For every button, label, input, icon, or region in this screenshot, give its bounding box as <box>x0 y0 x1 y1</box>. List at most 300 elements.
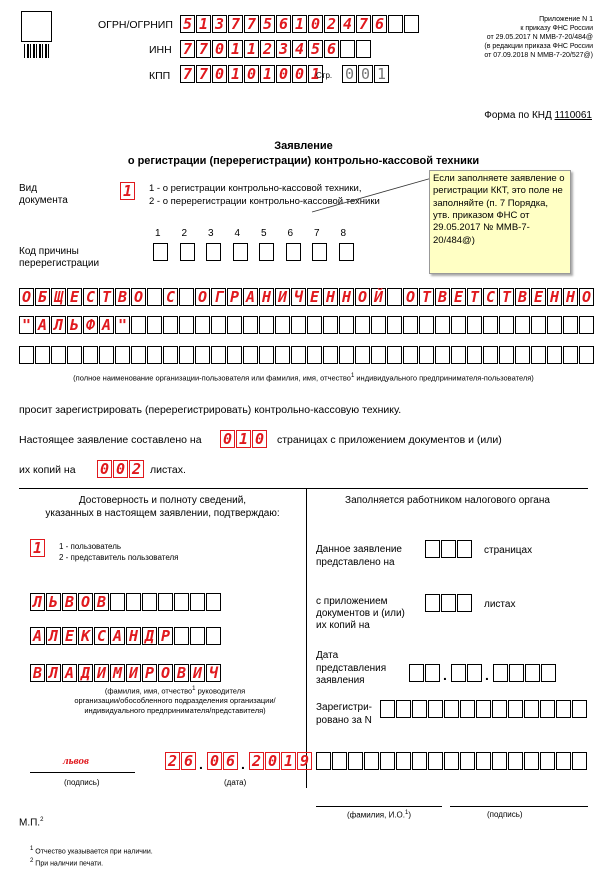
char-cell <box>275 346 290 364</box>
char-cell <box>403 346 418 364</box>
char-cell <box>227 346 242 364</box>
left-heading-1: Достоверность и полноту сведений, <box>78 495 247 506</box>
char-cell: Щ <box>51 288 66 306</box>
char-cell <box>110 593 125 611</box>
char-cell: 3 <box>212 15 227 33</box>
char-cell <box>508 700 523 718</box>
char-cell <box>259 346 274 364</box>
char-cell: Т <box>467 288 482 306</box>
reason-number: 1 <box>155 228 161 239</box>
reason-checkbox[interactable] <box>312 243 327 261</box>
reg-number-label: Зарегистри- ровано за N <box>316 702 373 726</box>
char-cell <box>211 316 226 334</box>
char-cell <box>531 316 546 334</box>
char-cell: И <box>94 664 109 682</box>
copies-count-field[interactable] <box>97 460 145 478</box>
char-cell: 5 <box>308 40 323 58</box>
char-cell: Е <box>307 288 322 306</box>
char-cell: В <box>515 288 530 306</box>
char-cell <box>147 316 162 334</box>
char-cell: В <box>435 288 450 306</box>
char-cell: В <box>174 664 189 682</box>
doc-type-option-2: 2 - о перерегистрации контрольно-кассовой техники <box>149 196 380 207</box>
reason-number: 4 <box>234 228 241 239</box>
char-cell: 2 <box>249 752 264 770</box>
char-cell <box>131 346 146 364</box>
char-cell: 6 <box>223 752 238 770</box>
char-cell <box>428 700 443 718</box>
char-cell: С <box>83 288 98 306</box>
char-cell: 0 <box>244 65 259 83</box>
char-cell: О <box>355 288 370 306</box>
reason-label: Код причины перерегистрации <box>19 246 100 269</box>
char-cell: 3 <box>276 40 291 58</box>
char-cell <box>259 316 274 334</box>
char-cell: 7 <box>356 15 371 33</box>
char-cell <box>441 540 456 558</box>
char-cell: 5 <box>260 15 275 33</box>
char-cell: 0 <box>358 65 373 83</box>
char-cell: 7 <box>180 65 195 83</box>
char-cell: 2 <box>324 15 339 33</box>
date-year-field[interactable] <box>249 752 313 770</box>
char-cell <box>332 752 347 770</box>
char-cell: О <box>19 288 34 306</box>
char-cell <box>19 346 34 364</box>
char-cell <box>364 752 379 770</box>
char-cell: Н <box>547 288 562 306</box>
tooltip-note: Если заполняете заявление о регистрации ККТ, это поле не заполняйте (п. 7 Порядка, утв. приказом ФНС от 29.05.2017 № ММВ-7-20/484@) <box>429 170 571 274</box>
char-cell: " <box>115 316 130 334</box>
signer-type-field[interactable] <box>30 539 46 557</box>
date-month-field[interactable] <box>207 752 239 770</box>
doc-type-option-1: 1 - о регистрации контрольно-кассовой техники, <box>149 183 362 194</box>
org-name-line-3[interactable] <box>19 346 595 364</box>
char-cell <box>425 540 440 558</box>
submit-date-label: Дата представления заявления <box>316 650 387 686</box>
char-cell: Н <box>323 288 338 306</box>
char-cell <box>348 752 363 770</box>
char-cell <box>547 316 562 334</box>
char-cell <box>147 288 162 306</box>
char-cell <box>179 288 194 306</box>
char-cell: А <box>99 316 114 334</box>
char-cell: 0 <box>342 65 357 83</box>
char-cell <box>339 316 354 334</box>
char-cell <box>380 752 395 770</box>
char-cell <box>508 752 523 770</box>
char-cell: 7 <box>244 15 259 33</box>
reason-number: 8 <box>340 228 347 239</box>
char-cell <box>291 316 306 334</box>
char-cell: Т <box>419 288 434 306</box>
char-cell: 0 <box>207 752 222 770</box>
char-cell: Т <box>99 288 114 306</box>
char-cell: 1 <box>196 15 211 33</box>
inspector-sign-label: (подпись) <box>487 810 523 819</box>
char-cell: Ь <box>46 593 61 611</box>
char-cell: 1 <box>120 182 135 200</box>
reason-checkbox[interactable] <box>206 243 221 261</box>
char-cell: С <box>483 288 498 306</box>
char-cell: С <box>94 627 109 645</box>
char-cell <box>387 316 402 334</box>
char-cell <box>460 752 475 770</box>
char-cell <box>467 346 482 364</box>
char-cell: Н <box>563 288 578 306</box>
char-cell <box>441 594 456 612</box>
char-cell <box>425 594 440 612</box>
signature-label: (подпись) <box>64 778 100 787</box>
appendix-note: Приложение N 1 к приказу ФНС России от 29.05.2017 N ММВ-7-20/484@ (в редакции приказа ФНС России от 07.09.2018 N ММВ-7-20/527@) <box>484 16 593 60</box>
char-cell: Г <box>211 288 226 306</box>
char-cell <box>355 346 370 364</box>
char-cell: 2 <box>165 752 180 770</box>
char-cell <box>572 752 587 770</box>
page-subtitle: о регистрации (перерегистрации) контрольно-кассовой техники <box>127 155 480 167</box>
request-text: просит зарегистрировать (перерегистрировать) контрольно-кассовую технику. <box>19 404 402 416</box>
char-cell <box>163 346 178 364</box>
char-cell: 7 <box>196 65 211 83</box>
char-cell <box>396 752 411 770</box>
char-cell: Л <box>46 627 61 645</box>
char-cell: Н <box>259 288 274 306</box>
char-cell: Б <box>35 288 50 306</box>
char-cell <box>142 593 157 611</box>
footnote-2: $^2$ При наличии печати. <box>30 858 104 868</box>
char-cell <box>396 700 411 718</box>
char-cell <box>483 346 498 364</box>
char-cell <box>499 316 514 334</box>
char-cell: Л <box>30 593 45 611</box>
char-cell: О <box>131 288 146 306</box>
char-cell: О <box>403 288 418 306</box>
char-cell <box>476 752 491 770</box>
char-cell <box>323 346 338 364</box>
char-cell: 1 <box>292 15 307 33</box>
char-cell <box>99 346 114 364</box>
char-cell: Ч <box>206 664 221 682</box>
char-cell: 1 <box>228 65 243 83</box>
char-cell <box>83 346 98 364</box>
char-cell <box>524 752 539 770</box>
right-heading: Заполняется работником налогового органа <box>345 495 550 506</box>
char-cell <box>339 346 354 364</box>
char-cell <box>457 540 472 558</box>
reason-number: 6 <box>287 228 294 239</box>
char-cell: 1 <box>244 40 259 58</box>
char-cell <box>540 752 555 770</box>
char-cell <box>323 316 338 334</box>
char-cell: В <box>30 664 45 682</box>
char-cell <box>460 700 475 718</box>
char-cell: 1 <box>260 65 275 83</box>
char-cell: " <box>19 316 34 334</box>
org-name-caption: (полное наименование организации-пользователя или фамилия, имя, отчество$^1$ индивидуального предпринимателя-пользователя) <box>73 373 534 383</box>
char-cell <box>409 664 424 682</box>
char-cell: А <box>110 627 125 645</box>
char-cell <box>371 316 386 334</box>
char-cell <box>307 316 322 334</box>
char-cell <box>425 664 440 682</box>
char-cell: 0 <box>97 460 112 478</box>
char-cell: О <box>158 664 173 682</box>
char-cell: 4 <box>292 40 307 58</box>
footnote-1: $^1$ Отчество указывается при наличии. <box>30 846 153 856</box>
char-cell: В <box>94 593 109 611</box>
char-cell: 1 <box>374 65 389 83</box>
char-cell <box>158 593 173 611</box>
char-cell <box>115 346 130 364</box>
char-cell <box>206 627 221 645</box>
char-cell <box>355 316 370 334</box>
char-cell <box>515 346 530 364</box>
copies-suffix: листах. <box>150 464 186 476</box>
char-cell: 1 <box>228 40 243 58</box>
char-cell: В <box>115 288 130 306</box>
char-cell <box>525 664 540 682</box>
reason-number: 3 <box>208 228 214 239</box>
char-cell <box>579 346 594 364</box>
submit-date-dot-2: . <box>485 667 489 683</box>
patronymic-field[interactable] <box>30 664 222 682</box>
char-cell <box>35 346 50 364</box>
char-cell <box>540 700 555 718</box>
char-cell <box>531 346 546 364</box>
pages-suffix: страницах с приложением документов и (или) <box>277 434 502 446</box>
char-cell: А <box>35 316 50 334</box>
char-cell: 6 <box>181 752 196 770</box>
char-cell <box>476 700 491 718</box>
reason-checkbox[interactable] <box>233 243 248 261</box>
char-cell: 0 <box>212 65 227 83</box>
char-cell <box>457 594 472 612</box>
inspector-sign-line <box>450 806 588 807</box>
char-cell <box>541 664 556 682</box>
char-cell: 7 <box>228 15 243 33</box>
char-cell <box>380 700 395 718</box>
char-cell <box>403 316 418 334</box>
char-cell: 0 <box>220 430 235 448</box>
char-cell <box>195 316 210 334</box>
char-cell: К <box>78 627 93 645</box>
char-cell: 0 <box>113 460 128 478</box>
char-cell <box>307 346 322 364</box>
ogrn-label: ОГРН/ОГРНИП <box>98 19 173 31</box>
submit-date-year[interactable] <box>493 664 557 682</box>
char-cell <box>51 346 66 364</box>
signer-option-1: 1 - пользователь <box>59 542 122 551</box>
char-cell <box>444 752 459 770</box>
char-cell <box>572 700 587 718</box>
char-cell: М <box>110 664 125 682</box>
char-cell: 0 <box>252 430 267 448</box>
char-cell: Е <box>67 288 82 306</box>
char-cell: 2 <box>129 460 144 478</box>
stamp-label: М.П.$^2$ <box>19 817 44 829</box>
char-cell: 1 <box>308 65 323 83</box>
date-day-field[interactable] <box>165 752 197 770</box>
char-cell <box>492 752 507 770</box>
page-title: Заявление <box>274 140 333 152</box>
submit-date-dot-1: . <box>443 667 447 683</box>
char-cell <box>435 346 450 364</box>
presented-label: Данное заявление представлено на <box>316 544 402 568</box>
char-cell <box>126 593 141 611</box>
org-name-line-1[interactable] <box>19 288 595 306</box>
char-cell <box>211 346 226 364</box>
first-name-field[interactable] <box>30 627 222 645</box>
reg-number-field-2[interactable] <box>316 752 588 770</box>
signature: львов <box>63 755 89 767</box>
char-cell <box>190 627 205 645</box>
char-cell: 5 <box>180 15 195 33</box>
char-cell: Ф <box>83 316 98 334</box>
char-cell: Н <box>126 627 141 645</box>
char-cell: 2 <box>260 40 275 58</box>
char-cell: 0 <box>265 752 280 770</box>
char-cell <box>131 316 146 334</box>
char-cell <box>451 316 466 334</box>
char-cell <box>556 752 571 770</box>
char-cell: А <box>62 664 77 682</box>
char-cell: И <box>275 288 290 306</box>
char-cell: С <box>163 288 178 306</box>
char-cell: 1 <box>30 539 45 557</box>
pages-count-field[interactable] <box>220 430 268 448</box>
char-cell <box>174 593 189 611</box>
char-cell: 6 <box>324 40 339 58</box>
date-dot-1: . <box>199 756 203 772</box>
inspector-name-label: (фамилия, И.О.$^1$) <box>347 810 412 820</box>
char-cell <box>195 346 210 364</box>
inn-label: ИНН <box>149 44 172 56</box>
reason-number: 2 <box>181 228 188 239</box>
date-dot-2: . <box>241 756 245 772</box>
char-cell: 7 <box>196 40 211 58</box>
char-cell <box>174 627 189 645</box>
char-cell: Л <box>51 316 66 334</box>
date-label: (дата) <box>224 778 247 787</box>
char-cell <box>524 700 539 718</box>
attach-label: с приложением документов и (или) их копий на <box>316 596 405 631</box>
form-knd: Форма по КНД 1110061 <box>484 110 592 121</box>
char-cell: 7 <box>180 40 195 58</box>
char-cell <box>444 700 459 718</box>
char-cell: Д <box>78 664 93 682</box>
char-cell <box>467 664 482 682</box>
char-cell <box>387 288 402 306</box>
char-cell <box>419 346 434 364</box>
char-cell: Е <box>451 288 466 306</box>
reason-checkbox[interactable] <box>153 243 168 261</box>
char-cell <box>275 316 290 334</box>
char-cell <box>515 316 530 334</box>
char-cell: Р <box>227 288 242 306</box>
char-cell <box>412 700 427 718</box>
page-label: Стр. <box>316 71 333 80</box>
submit-date-day[interactable] <box>409 664 441 682</box>
section-divider-vertical <box>306 488 307 788</box>
left-heading-2: указанных в настоящем заявлении, подтверждаю: <box>45 508 280 519</box>
attach-suffix: листах <box>484 599 516 610</box>
char-cell <box>509 664 524 682</box>
char-cell: Е <box>531 288 546 306</box>
char-cell <box>493 664 508 682</box>
char-cell <box>190 593 205 611</box>
char-cell: Д <box>142 627 157 645</box>
surname-field[interactable] <box>30 593 222 611</box>
char-cell: 6 <box>372 15 387 33</box>
reason-checkbox[interactable] <box>339 243 354 261</box>
reason-checkbox[interactable] <box>180 243 195 261</box>
pages-prefix: Настоящее заявление составлено на <box>19 434 202 446</box>
char-cell: О <box>78 593 93 611</box>
char-cell: О <box>579 288 594 306</box>
char-cell: Р <box>158 627 173 645</box>
char-cell <box>67 346 82 364</box>
char-cell: 4 <box>340 15 355 33</box>
char-cell: 0 <box>276 65 291 83</box>
char-cell: 0 <box>212 40 227 58</box>
char-cell <box>179 316 194 334</box>
fio-caption: (фамилия, имя, отчество$^1$ руководителя организации/обособленного подразделения организации/ индивидуального предпринимателя/представителя) <box>74 686 276 715</box>
char-cell <box>371 346 386 364</box>
char-cell <box>451 346 466 364</box>
kpp-label: КПП <box>149 70 171 82</box>
char-cell: 6 <box>276 15 291 33</box>
reason-number: 5 <box>261 228 267 239</box>
char-cell: 1 <box>236 430 251 448</box>
char-cell: Ь <box>67 316 82 334</box>
reg-number-field-1[interactable] <box>380 700 588 718</box>
presented-suffix: страницах <box>484 545 533 556</box>
section-divider-top <box>19 488 588 489</box>
char-cell <box>563 346 578 364</box>
char-cell: Р <box>142 664 157 682</box>
char-cell: И <box>190 664 205 682</box>
char-cell <box>412 752 427 770</box>
char-cell <box>467 316 482 334</box>
copies-prefix: их копий на <box>19 464 76 476</box>
char-cell: А <box>30 627 45 645</box>
char-cell <box>419 316 434 334</box>
char-cell <box>243 316 258 334</box>
org-name-line-2[interactable] <box>19 316 595 334</box>
char-cell <box>563 316 578 334</box>
char-cell: 9 <box>297 752 312 770</box>
char-cell: А <box>243 288 258 306</box>
char-cell <box>556 700 571 718</box>
attach-sheets-field[interactable] <box>425 594 473 612</box>
char-cell: И <box>126 664 141 682</box>
char-cell <box>316 752 331 770</box>
reason-checkbox[interactable] <box>259 243 274 261</box>
char-cell <box>206 593 221 611</box>
doc-type-label: Вид документа <box>19 183 68 206</box>
signer-option-2: 2 - представитель пользователя <box>59 553 179 562</box>
char-cell: Л <box>46 664 61 682</box>
char-cell: О <box>195 288 210 306</box>
char-cell <box>243 346 258 364</box>
char-cell <box>435 316 450 334</box>
char-cell <box>547 346 562 364</box>
char-cell <box>291 346 306 364</box>
char-cell <box>428 752 443 770</box>
reason-checkbox[interactable] <box>286 243 301 261</box>
presented-pages-field[interactable] <box>425 540 473 558</box>
submit-date-month[interactable] <box>451 664 483 682</box>
